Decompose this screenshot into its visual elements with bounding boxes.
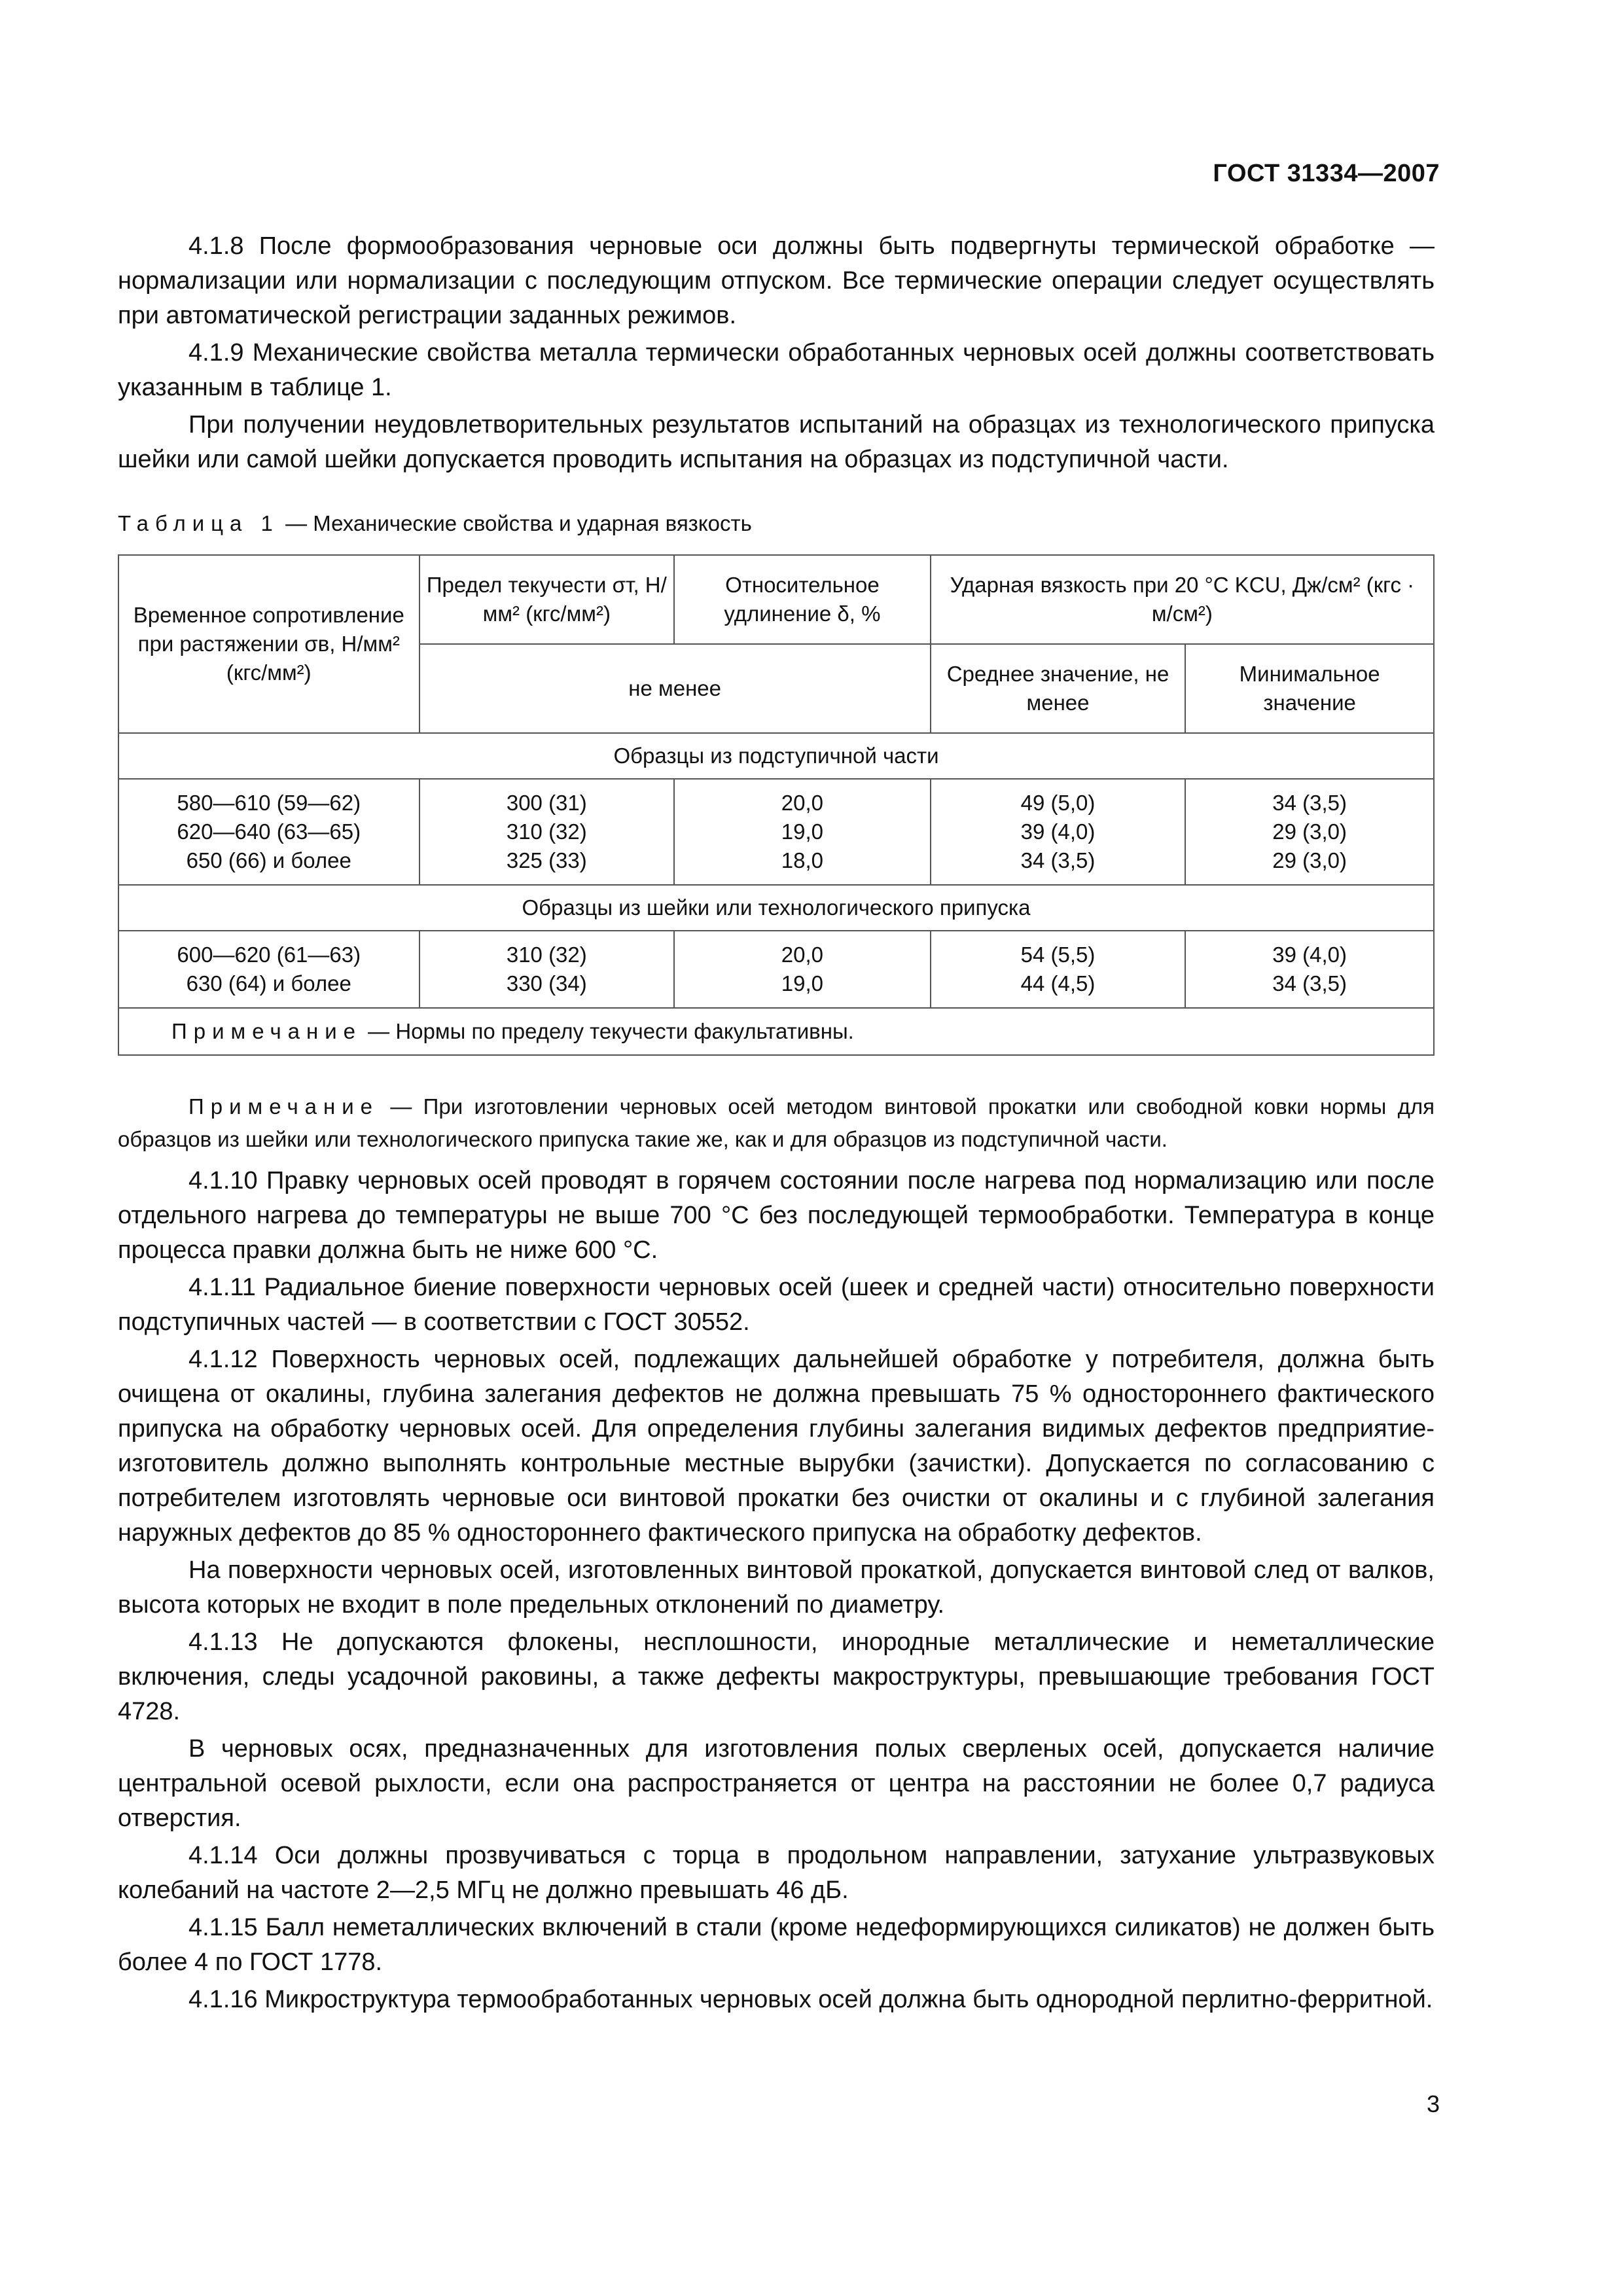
paragraph-4-1-14: 4.1.14 Оси должны прозвучиваться с торца в продольном направлении, затухание ультразвуковых колебаний на частоте 2—2,5 МГц не должно превышать 46 дБ. — [118, 1842, 1435, 1904]
top-paragraphs — [118, 229, 1435, 480]
table-cell: 300 (31) — [506, 791, 587, 815]
note-label: Примечание — [188, 1094, 380, 1119]
table-cell: 310 (32) — [506, 819, 587, 844]
cell-elongation — [674, 931, 931, 1008]
table-cell: 18,0 — [781, 848, 824, 872]
cell-mean — [931, 931, 1186, 1008]
table-cell: 39 (4,0) — [1020, 819, 1096, 844]
table-note-label: Примечание — [171, 1019, 363, 1043]
section-title: Образцы из подступичной части — [118, 733, 1434, 779]
table-note-row — [118, 1008, 1434, 1055]
table-cell: 49 (5,0) — [1020, 791, 1096, 815]
section-row — [118, 885, 1434, 931]
header-yield: Предел текучести σт, Н/мм² (кгс/мм²) — [419, 555, 675, 644]
table-cell: 650 (66) и более — [186, 848, 351, 872]
table-cell: 34 (3,5) — [1020, 848, 1096, 872]
paragraph-4-1-11: 4.1.11 Радиальное биение поверхности черновых осей (шеек и средней части) относительно поверхности подступичных частей — в соответствии с ГОСТ 30552. — [118, 1274, 1435, 1336]
table-cell: 20,0 — [781, 942, 824, 967]
table-cell: 580—610 (59—62) — [177, 791, 361, 815]
table-note — [118, 1008, 1434, 1055]
note-under-table — [118, 1090, 1435, 1156]
note-text: — При изготовлении черновых осей методом винтовой прокатки или свободной ковки нормы для образцов из шейки или технологического припуска такие же, как и для образцов из подступичной части. — [118, 1094, 1435, 1151]
paragraph-screw-trace: На поверхности черновых осей, изготовленных винтовой прокаткой, допускается винтовой след от валков, высота которых не входит в поле предельных отклонений по диаметру. — [118, 1556, 1435, 1619]
paragraph-4-1-9: 4.1.9 Механические свойства металла термически обработанных черновых осей должны соответствовать указанным в таблице 1. — [118, 339, 1435, 401]
table-cell: 630 (64) и более — [186, 971, 351, 996]
header-elongation: Относительное удлинение δ, % — [674, 555, 931, 644]
paragraph-4-1-10: 4.1.10 Правку черновых осей проводят в горячем состоянии после нагрева под нормализацию или после отдельного нагрева до температуры не выше 700 °С без последующей термообработки. Температура в конце процесса правки должна быть не ниже 600 °С. — [118, 1167, 1435, 1264]
header-not-less: не менее — [419, 644, 931, 733]
table-cell: 29 (3,0) — [1272, 848, 1347, 872]
bottom-paragraphs — [118, 1164, 1435, 2020]
document-code: ГОСТ 31334—2007 — [1213, 160, 1440, 187]
section-title: Образцы из шейки или технологического припуска — [118, 885, 1434, 931]
paragraph-4-1-8: 4.1.8 После формообразования черновые оси должны быть подвергнуты термической обработке — нормализации или нормализации с последующим отпуском. Все термические операции следует осуществлять при автоматической регистрации заданных режимов. — [118, 232, 1435, 329]
table-row-group — [118, 931, 1434, 1008]
table-cell: 325 (33) — [506, 848, 587, 872]
table-cell: 34 (3,5) — [1272, 971, 1347, 996]
table-row-group — [118, 779, 1434, 885]
section-row — [118, 733, 1434, 779]
paragraph-4-1-15: 4.1.15 Балл неметаллических включений в стали (кроме недеформирующихся силикатов) не должен быть более 4 по ГОСТ 1778. — [118, 1914, 1435, 1976]
table-caption-title: — Механические свойства и ударная вязкость — [279, 511, 752, 535]
table-cell: 39 (4,0) — [1272, 942, 1347, 967]
paragraph-4-1-16: 4.1.16 Микроструктура термообработанных черновых осей должна быть однородной перлитно-ферритной. — [188, 1986, 1433, 2013]
paragraph-test-note: При получении неудовлетворительных результатов испытаний на образцах из технологического припуска шейки или самой шейки допускается проводить испытания на образцах из подступичной части. — [118, 411, 1435, 473]
cell-yield — [419, 779, 675, 885]
table-note-text: — Нормы по пределу текучести факультативны. — [362, 1019, 854, 1043]
paragraph-4-1-12: 4.1.12 Поверхность черновых осей, подлежащих дальнейшей обработке у потребителя, должна быть очищена от окалины, глубина залегания дефектов не должна превышать 75 % одностороннего фактического припуска на обработку черновых осей. Для определения глубины залегания видимых дефектов предприятие-изготовитель должно выполнять контрольные местные вырубки (зачистки). Допускается по согласованию с потребителем изготовлять черновые оси винтовой прокатки без очистки от окалины и с глубиной залегания наружных дефектов до 85 % одностороннего фактического припуска на обработку дефектов. — [118, 1346, 1435, 1547]
header-min: Минимальное значение — [1185, 644, 1434, 733]
paragraph-hollow-axles: В черновых осях, предназначенных для изготовления полых сверленых осей, допускается наличие центральной осевой рыхлости, если она распространяется от центра на расстоянии не более 0,7 радиуса отверстия. — [118, 1735, 1435, 1832]
cell-min — [1185, 779, 1434, 885]
table-cell: 44 (4,5) — [1020, 971, 1096, 996]
cell-yield — [419, 931, 675, 1008]
paragraph-4-1-13: 4.1.13 Не допускаются флокены, несплошности, инородные металлические и неметаллические включения, следы усадочной раковины, а также дефекты макроструктуры, превышающие требования ГОСТ 4728. — [118, 1628, 1435, 1725]
cell-tensile — [118, 779, 419, 885]
page-number: 3 — [1426, 2090, 1440, 2117]
properties-table — [118, 554, 1435, 1056]
cell-tensile — [118, 931, 419, 1008]
cell-elongation — [674, 779, 931, 885]
table-cell: 34 (3,5) — [1272, 791, 1347, 815]
table-cell: 310 (32) — [506, 942, 587, 967]
table-cell: 29 (3,0) — [1272, 819, 1347, 844]
table-cell: 330 (34) — [506, 971, 587, 996]
table-caption-label: Таблица 1 — [118, 511, 279, 535]
table-cell: 54 (5,5) — [1020, 942, 1096, 967]
table-cell: 600—620 (61—63) — [177, 942, 361, 967]
table-cell: 20,0 — [781, 791, 824, 815]
cell-min — [1185, 931, 1434, 1008]
table-cell: 620—640 (63—65) — [177, 819, 361, 844]
cell-mean — [931, 779, 1186, 885]
table-cell: 19,0 — [781, 819, 824, 844]
header-tensile: Временное сопротивление при растяжении σв, Н/мм² (кгс/мм²) — [118, 555, 419, 733]
table-cell: 19,0 — [781, 971, 824, 996]
header-mean: Среднее значение, не менее — [931, 644, 1186, 733]
header-impact: Ударная вязкость при 20 °С KCU, Дж/см² (кгс · м/см²) — [931, 555, 1434, 644]
table-header-row — [118, 555, 1434, 644]
table-caption — [118, 511, 752, 537]
